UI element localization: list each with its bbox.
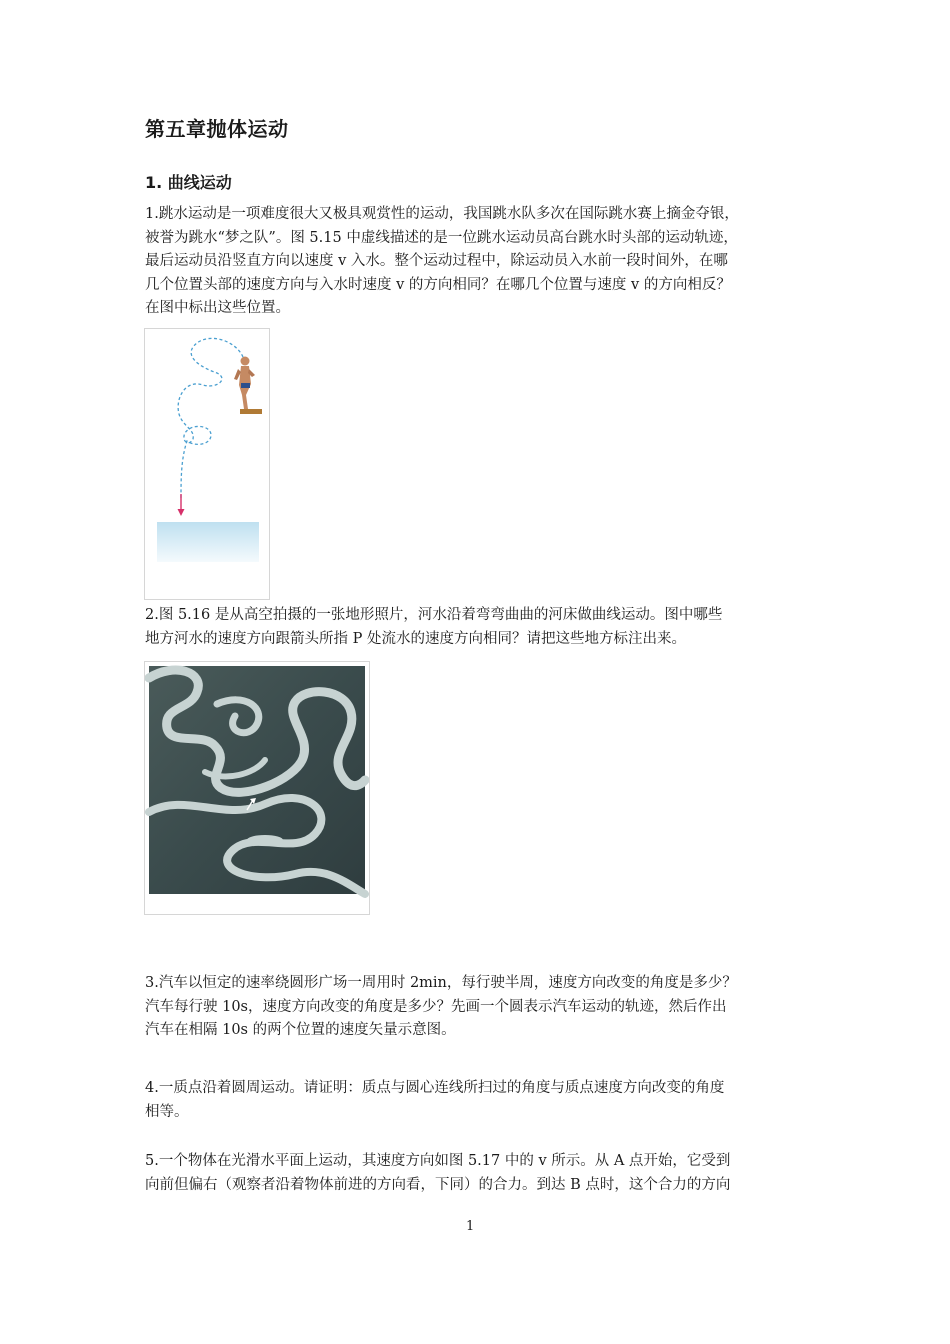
velocity-arrowhead <box>178 509 185 516</box>
question-2-line: 2.图 5.16 是从高空拍摄的一张地形照片，河水沿着弯弯曲曲的河床做曲线运动。图中哪些 <box>145 607 723 623</box>
question-1 <box>145 203 817 321</box>
diver-figure <box>234 357 255 410</box>
question-3 <box>145 972 817 1043</box>
question-2 <box>145 604 817 651</box>
question-1-line: 被誉为跳水“梦之队”。图 5.15 中虚线描述的是一位跳水运动员高台跳水时头部的运动轨迹， <box>145 229 738 246</box>
page-number: 1 <box>466 1219 475 1234</box>
question-1-line: 1.跳水运动是一项难度很大又极具观赏性的运动，我国跳水队多次在国际跳水赛上摘金夺银， <box>145 206 739 222</box>
question-4-line: 4.一质点沿着圆周运动。请证明：质点与圆心连线所扫过的角度与质点速度方向改变的角度 <box>145 1080 725 1096</box>
question-3-line: 汽车每行驶 10s，速度方向改变的角度是多少？先画一个圆表示汽车运动的轨迹，然后作出 <box>145 998 727 1015</box>
question-4 <box>145 1077 817 1124</box>
question-1-line: 几个位置头部的速度方向与入水时速度 v 的方向相同？在哪几个位置与速度 v 的方向相反？ <box>145 276 731 293</box>
figure-diver-trajectory <box>144 328 270 600</box>
diving-platform <box>240 409 262 414</box>
river-aerial-illustration <box>145 662 369 914</box>
question-2-line: 地方河水的速度方向跟箭头所指 P 处流水的速度方向相同？请把这些地方标注出来。 <box>145 630 686 647</box>
question-4-line: 相等。 <box>145 1103 189 1120</box>
section-title: 1. 曲线运动 <box>145 173 232 192</box>
question-1-line: 最后运动员沿竖直方向以速度 v 入水。整个运动过程中，除运动员入水前一段时间外，在哪 <box>145 253 728 269</box>
question-5-line: 向前但偏右（观察者沿着物体前进的方向看，下同）的合力。到达 B 点时，这个合力的方向 <box>145 1176 731 1193</box>
question-5 <box>145 1150 817 1197</box>
figure-river-photo <box>144 661 370 915</box>
terrain <box>149 666 365 894</box>
question-5-line: 5.一个物体在光滑水平面上运动，其速度方向如图 5.17 中的 v 所示。从 A 点开始，它受到 <box>145 1153 731 1169</box>
question-3-line: 3.汽车以恒定的速率绕圆形广场一周用时 2min，每行驶半周，速度方向改变的角度是多少？ <box>145 975 737 991</box>
river-pool <box>247 835 283 845</box>
question-3-line: 汽车在相隔 10s 的两个位置的速度矢量示意图。 <box>145 1022 456 1038</box>
chapter-title: 第五章抛体运动 <box>145 117 289 141</box>
trajectory-path <box>178 338 243 499</box>
water-surface <box>157 522 259 562</box>
question-1-line: 在图中标出这些位置。 <box>145 300 290 316</box>
diver-trajectory-illustration <box>145 329 269 599</box>
